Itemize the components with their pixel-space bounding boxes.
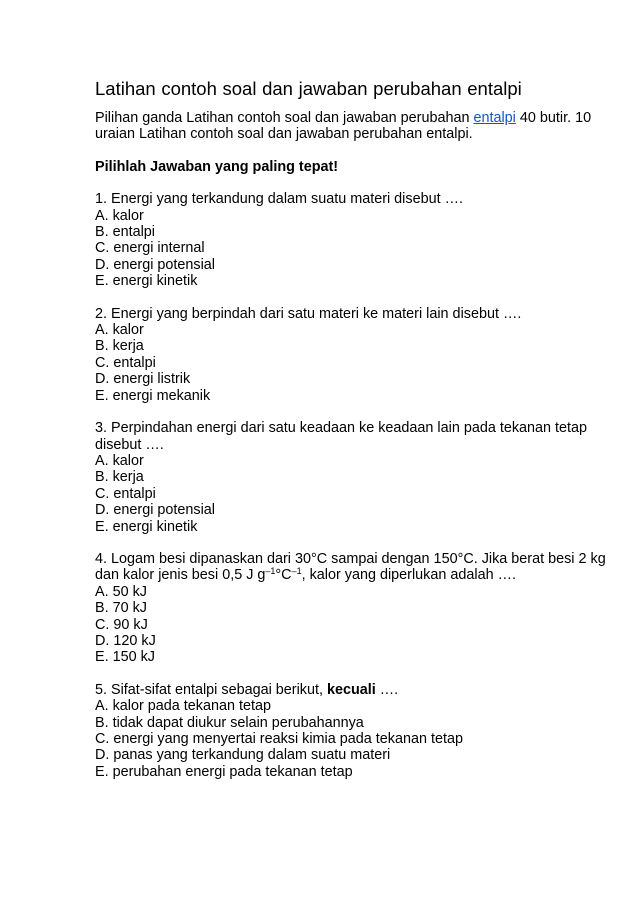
question-text-part: 4. Logam besi dipanaskan dari 30°C sampai dengan 150°C. Jika berat besi 2 kg dan kalor jenis besi 0,5 J g (95, 550, 606, 584)
question-text (95, 551, 615, 584)
option-a: A. 50 kJ (95, 583, 147, 600)
entalpi-link[interactable]: entalpi (473, 110, 516, 126)
option-a: A. kalor (95, 207, 144, 224)
question-text (95, 682, 615, 698)
option-e: E. energi mekanik (95, 387, 211, 404)
document-title: Latihan contoh soal dan jawaban perubahan entalpi (95, 78, 522, 99)
intro-text-rest: 40 butir. 10 uraian Latihan contoh soal dan jawaban perubahan entalpi. (95, 110, 592, 143)
question-text: 1. Energi yang terkandung dalam suatu materi disebut …. (95, 191, 463, 208)
emphasis-text: kecuali (326, 681, 376, 698)
question-text: 3. Perpindahan energi dari satu keadaan ke keadaan lain pada tekanan tetap disebut …. (95, 420, 588, 453)
option-b: B. entalpi (95, 224, 156, 241)
option-a: A. kalor (95, 322, 144, 339)
option-e: E. energi kinetik (95, 518, 198, 535)
question-text-part: …. (375, 681, 399, 698)
option-d: D. energi potensial (95, 256, 215, 273)
option-c: C. energi yang menyertai reaksi kimia pada tekanan tetap (95, 731, 463, 747)
option-c: C. energi internal (95, 240, 205, 257)
option-b: B. kerja (95, 469, 144, 486)
option-d: D. energi potensial (95, 502, 215, 519)
question-text-part: °C (275, 567, 292, 584)
question-1 (95, 191, 615, 289)
exponent: –1 (291, 566, 302, 577)
option-a: A. kalor (95, 452, 144, 469)
option-c: C. 90 kJ (95, 616, 148, 633)
option-b: B. tidak dapat diukur selain perubahannya (95, 714, 364, 731)
instruction-heading: Pilihlah Jawaban yang paling tepat! (95, 158, 339, 175)
option-b: B. 70 kJ (95, 600, 147, 617)
option-c: C. entalpi (95, 354, 156, 371)
question-2 (95, 306, 615, 404)
exponent: –1 (265, 566, 276, 577)
option-c: C. entalpi (95, 485, 156, 502)
question-3 (95, 420, 615, 535)
intro-paragraph (95, 110, 615, 143)
option-d: D. energi listrik (95, 371, 191, 388)
question-5 (95, 682, 615, 780)
option-a: A. kalor pada tekanan tetap (95, 698, 272, 715)
option-d: D. panas yang terkandung dalam suatu materi (95, 747, 391, 764)
intro-text: Pilihan ganda Latihan contoh soal dan jawaban perubahan (95, 110, 474, 126)
question-4 (95, 551, 615, 666)
option-d: D. 120 kJ (95, 632, 156, 649)
option-e: E. 150 kJ (95, 649, 155, 666)
option-b: B. kerja (95, 338, 144, 355)
option-e: E. energi kinetik (95, 273, 198, 290)
question-text-part: , kalor yang diperlukan adalah …. (301, 567, 516, 584)
question-text: 2. Energi yang berpindah dari satu materi ke materi lain disebut …. (95, 305, 522, 322)
question-text-part: 5. Sifat-sifat entalpi sebagai berikut, (95, 681, 327, 698)
document-page (95, 78, 615, 796)
option-e: E. perubahan energi pada tekanan tetap (95, 763, 353, 780)
